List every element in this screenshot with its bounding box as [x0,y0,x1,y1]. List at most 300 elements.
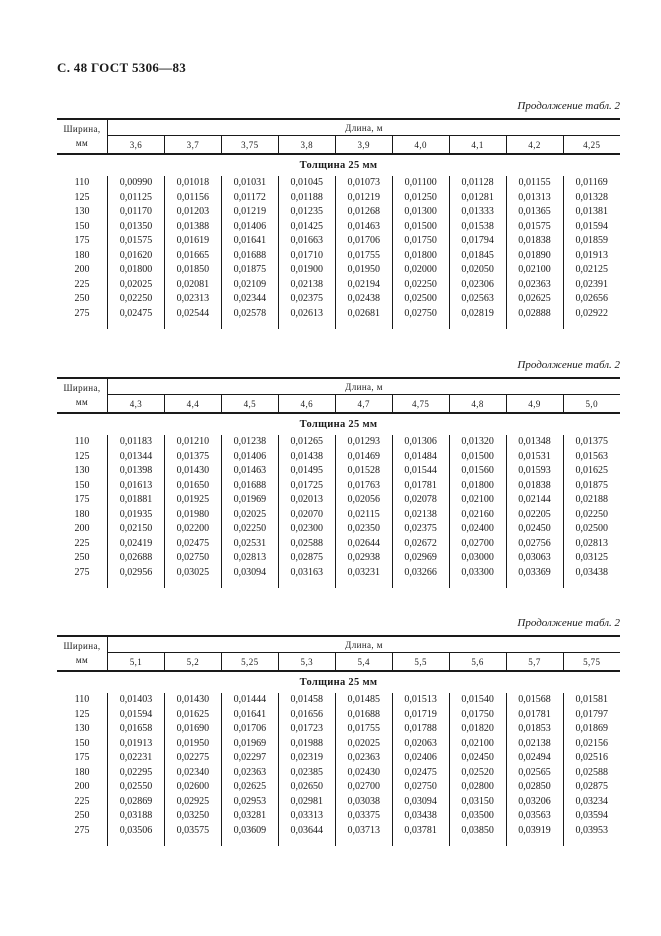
table-row [57,292,620,307]
table-cell: 0,01538 [449,220,506,235]
length-value-header: 5,6 [449,653,506,672]
row-width-value: 130 [74,723,90,734]
table-cell: 0,01706 [335,234,392,249]
table-cell: 0,01463 [221,464,278,479]
table-cell: 0,01950 [164,737,221,752]
table-cell: 0,01853 [506,722,563,737]
table-cell: 0,01950 [335,263,392,278]
table-cell: 0,02875 [563,780,620,795]
table-row [57,450,620,465]
table-cell: 0,02565 [506,766,563,781]
table-cell: 0,01203 [164,205,221,220]
table-cell: 0,01484 [392,450,449,465]
table-row [57,278,620,293]
table-cell: 0,02681 [335,307,392,322]
width-label-line2: мм [75,396,89,407]
rule-tail-cell [108,580,165,588]
length-value-header: 4,0 [392,136,449,155]
table-cell: 0,01723 [278,722,335,737]
table-row [57,795,620,810]
table-cell: 0,02063 [392,737,449,752]
width-label-line2: мм [75,137,89,148]
table-cell: 0,02588 [278,537,335,552]
table-cell: 0,02500 [563,522,620,537]
table-row [57,824,620,839]
table-cell: 0,02100 [506,263,563,278]
length-value-header: 5,1 [108,653,165,672]
table-cell: 0,01875 [563,479,620,494]
width-label-line2: мм [75,654,89,665]
table-head [57,378,620,413]
table-cell: 0,02156 [563,737,620,752]
table-cell: 0,02138 [278,278,335,293]
table-cell: 0,01568 [506,693,563,708]
table-cell: 0,01838 [506,234,563,249]
table-cell: 0,01890 [506,249,563,264]
table-cell: 0,02813 [221,551,278,566]
table-cell: 0,02363 [506,278,563,293]
table-cell: 0,01500 [449,450,506,465]
dimension-table-1 [57,118,620,329]
row-width-value: 180 [74,249,90,261]
table-cell: 0,02363 [221,766,278,781]
row-width-value: 125 [74,708,90,720]
table-row [57,551,620,566]
row-width-value: 250 [74,293,90,304]
rule-tail-cell [563,321,620,329]
table-cell: 0,02625 [221,780,278,795]
table-cell: 0,01444 [221,693,278,708]
rule-tail-cell [449,321,506,329]
rule-tail-spacer [57,580,108,588]
table-cell: 0,03000 [449,551,506,566]
width-column-header [57,378,108,413]
table-row [57,464,620,479]
rule-tail-cell [108,321,165,329]
table-cell: 0,01935 [108,508,165,523]
table-cell: 0,02588 [563,766,620,781]
table-row [57,537,620,552]
table-cell: 0,02430 [335,766,392,781]
table-cell: 0,02400 [449,522,506,537]
table-cell: 0,01219 [221,205,278,220]
table-row [57,722,620,737]
table-cell: 0,01531 [506,450,563,465]
rule-tail-cell [278,838,335,846]
table-cell: 0,02925 [164,795,221,810]
table-cell: 0,03500 [449,809,506,824]
table-cell: 0,02500 [392,292,449,307]
thickness-heading-row [57,413,620,435]
table-row [57,307,620,322]
table-cell: 0,01406 [221,450,278,465]
table-cell: 0,02078 [392,493,449,508]
table-cell: 0,02250 [392,278,449,293]
table-cell: 0,01281 [449,191,506,206]
table-cell: 0,01800 [449,479,506,494]
table-cell: 0,02750 [164,551,221,566]
header-row-top [57,119,620,136]
length-values-row [57,136,620,155]
table-head [57,636,620,671]
table-row [57,479,620,494]
table-cell: 0,02081 [164,278,221,293]
rule-tail-cell [108,838,165,846]
table-cell: 0,02644 [335,537,392,552]
rule-tail-cell [449,580,506,588]
table-cell: 0,01344 [108,450,165,465]
table-cell: 0,01528 [335,464,392,479]
table-cell: 0,01988 [278,737,335,752]
dimension-table-3 [57,635,620,846]
table-cell: 0,01293 [335,435,392,450]
table-cell: 0,01969 [221,737,278,752]
table-cell: 0,01875 [221,263,278,278]
length-value-header: 4,2 [506,136,563,155]
header-row-top [57,636,620,653]
table-cell: 0,02231 [108,751,165,766]
table-cell: 0,03563 [506,809,563,824]
table-cell: 0,03150 [449,795,506,810]
table-row [57,493,620,508]
table-cell: 0,01750 [392,234,449,249]
table-cell: 0,01381 [563,205,620,220]
table-cell: 0,02563 [449,292,506,307]
table-cell: 0,01797 [563,708,620,723]
table-cell: 0,01210 [164,435,221,450]
table-cell: 0,01018 [164,176,221,191]
table-cell: 0,02544 [164,307,221,322]
table-cell: 0,01800 [392,249,449,264]
table-cell: 0,01593 [506,464,563,479]
table-cell: 0,02385 [278,766,335,781]
table-cell: 0,01788 [392,722,449,737]
table-row [57,220,620,235]
table-cell: 0,03438 [563,566,620,581]
table-cell: 0,01859 [563,234,620,249]
table-cell: 0,02188 [563,493,620,508]
rule-tail-cell [278,321,335,329]
dimension-table-2 [57,377,620,588]
table-cell: 0,01706 [221,722,278,737]
row-width-value: 200 [74,523,90,534]
table-cell: 0,01710 [278,249,335,264]
table-continuation-caption: Продолжение табл. 2 [517,100,620,112]
table-cell: 0,01560 [449,464,506,479]
rule-tail-cell [506,321,563,329]
width-label-line1: Ширина, [63,124,101,134]
table-cell: 0,01980 [164,508,221,523]
table-cell: 0,01169 [563,176,620,191]
length-value-header: 4,6 [278,395,335,414]
table-cell: 0,01268 [335,205,392,220]
table-continuation-caption: Продолжение табл. 2 [517,617,620,629]
table-row [57,708,620,723]
table-cell: 0,02300 [278,522,335,537]
header-row-top [57,378,620,395]
table-cell: 0,03300 [449,566,506,581]
table-cell: 0,01170 [108,205,165,220]
length-values-row [57,653,620,672]
table-cell: 0,01575 [506,220,563,235]
rule-tail-cell [563,580,620,588]
table-cell: 0,03644 [278,824,335,839]
table-cell: 0,01641 [221,708,278,723]
table-cell: 0,01406 [221,220,278,235]
table-cell: 0,02800 [449,780,506,795]
table-cell: 0,02600 [164,780,221,795]
table-cell: 0,02125 [563,263,620,278]
table-row [57,766,620,781]
length-value-header: 3,7 [164,136,221,155]
table-cell: 0,02700 [449,537,506,552]
length-value-header: 4,8 [449,395,506,414]
table-cell: 0,01188 [278,191,335,206]
table-row [57,809,620,824]
length-header: Длина, м [108,636,621,653]
table-cell: 0,01800 [108,263,165,278]
table-cell: 0,01850 [164,263,221,278]
table-cell: 0,01375 [164,450,221,465]
rule-tail-cell [164,321,221,329]
row-width-value: 180 [74,508,90,520]
table-cell: 0,02750 [392,780,449,795]
length-value-header: 4,3 [108,395,165,414]
table-cell: 0,01430 [164,693,221,708]
table-body [57,154,620,329]
length-value-header: 3,9 [335,136,392,155]
table-cell: 0,00990 [108,176,165,191]
table-cell: 0,01375 [563,435,620,450]
table-cell: 0,01613 [108,479,165,494]
table-cell: 0,01781 [506,708,563,723]
table-cell: 0,02144 [506,493,563,508]
length-value-header: 4,1 [449,136,506,155]
table-cell: 0,02013 [278,493,335,508]
table-cell: 0,01881 [108,493,165,508]
table-cell: 0,02688 [108,551,165,566]
table-cell: 0,01073 [335,176,392,191]
table-cell: 0,02550 [108,780,165,795]
table-row [57,249,620,264]
spacer [57,329,620,359]
table-cell: 0,01594 [108,708,165,723]
length-value-header: 5,0 [563,395,620,414]
table-cell: 0,02295 [108,766,165,781]
rule-tail-spacer [57,838,108,846]
table-cell: 0,03369 [506,566,563,581]
table-cell: 0,01913 [108,737,165,752]
row-width-value: 175 [74,235,90,246]
table-cell: 0,02922 [563,307,620,322]
table-cell: 0,01781 [392,479,449,494]
table-cell: 0,03125 [563,551,620,566]
table-cell: 0,01688 [221,479,278,494]
table-cell: 0,02419 [108,537,165,552]
table-row [57,508,620,523]
thickness-heading: Толщина 25 мм [299,677,378,688]
table-row [57,234,620,249]
table-cell: 0,02319 [278,751,335,766]
table-cell: 0,02819 [449,307,506,322]
width-label-line1: Ширина, [63,383,101,393]
table-cell: 0,02100 [449,493,506,508]
table-cell: 0,02750 [392,307,449,322]
table-cell: 0,03281 [221,809,278,824]
table-cell: 0,01469 [335,450,392,465]
thickness-heading-row [57,154,620,176]
table-cell: 0,03713 [335,824,392,839]
table-cell: 0,01219 [335,191,392,206]
table-row [57,205,620,220]
row-width-value: 110 [74,177,90,188]
table-cell: 0,01398 [108,464,165,479]
row-width-value: 130 [74,206,90,217]
table-cell: 0,03163 [278,566,335,581]
rule-tail-cell [221,838,278,846]
table-cell: 0,01625 [164,708,221,723]
table-cell: 0,02025 [221,508,278,523]
table-cell: 0,01845 [449,249,506,264]
table-cell: 0,01581 [563,693,620,708]
table-cell: 0,02344 [221,292,278,307]
table-cell: 0,01265 [278,435,335,450]
table-cell: 0,03094 [392,795,449,810]
table-cell: 0,01238 [221,435,278,450]
length-value-header: 5,3 [278,653,335,672]
length-value-header: 4,7 [335,395,392,414]
table-cell: 0,01763 [335,479,392,494]
table-cell: 0,01463 [335,220,392,235]
table-cell: 0,01365 [506,205,563,220]
table-cell: 0,01333 [449,205,506,220]
table-cell: 0,03266 [392,566,449,581]
length-value-header: 3,75 [221,136,278,155]
table-cell: 0,03025 [164,566,221,581]
rule-tail-cell [392,321,449,329]
table-continuation-caption: Продолжение табл. 2 [517,359,620,371]
table-cell: 0,01513 [392,693,449,708]
table-cell: 0,01250 [392,191,449,206]
table-cell: 0,01755 [335,722,392,737]
length-value-header: 5,25 [221,653,278,672]
table-block-2 [57,359,620,588]
table-cell: 0,03206 [506,795,563,810]
width-column-header [57,119,108,154]
table-cell: 0,02520 [449,766,506,781]
page-header: С. 48 ГОСТ 5306—83 [57,60,187,75]
table-cell: 0,01306 [392,435,449,450]
table-cell: 0,02250 [221,522,278,537]
table-cell: 0,01719 [392,708,449,723]
table-cell: 0,01663 [278,234,335,249]
table-cell: 0,02050 [449,263,506,278]
table-cell: 0,03375 [335,809,392,824]
table-cell: 0,01620 [108,249,165,264]
table-cell: 0,01031 [221,176,278,191]
table-cell: 0,02969 [392,551,449,566]
length-value-header: 5,5 [392,653,449,672]
table-cell: 0,01125 [108,191,165,206]
table-cell: 0,02363 [335,751,392,766]
table-cell: 0,02205 [506,508,563,523]
table-cell: 0,01838 [506,479,563,494]
table-body [57,671,620,846]
table-cell: 0,02438 [335,292,392,307]
table-row [57,737,620,752]
table-cell: 0,01388 [164,220,221,235]
table-cell: 0,02956 [108,566,165,581]
table-cell: 0,02625 [506,292,563,307]
table-cell: 0,03038 [335,795,392,810]
length-values-row [57,395,620,414]
table-cell: 0,03781 [392,824,449,839]
row-width-value: 225 [74,537,90,549]
table-cell: 0,02375 [278,292,335,307]
table-block-1 [57,100,620,329]
table-cell: 0,03575 [164,824,221,839]
table-cell: 0,01500 [392,220,449,235]
table-block-3 [57,617,620,846]
table-cell: 0,01403 [108,693,165,708]
length-header: Длина, м [108,119,621,136]
rule-tail-cell [335,838,392,846]
table-cell: 0,03188 [108,809,165,824]
table-cell: 0,01320 [449,435,506,450]
table-cell: 0,01350 [108,220,165,235]
table-cell: 0,01313 [506,191,563,206]
table-row [57,263,620,278]
table-row [57,176,620,191]
table-cell: 0,03850 [449,824,506,839]
length-value-header: 4,9 [506,395,563,414]
table-cell: 0,02025 [108,278,165,293]
length-value-header: 4,5 [221,395,278,414]
rule-tail-cell [164,580,221,588]
table-cell: 0,01794 [449,234,506,249]
table-cell: 0,01485 [335,693,392,708]
table-cell: 0,03609 [221,824,278,839]
table-cell: 0,02406 [392,751,449,766]
table-row [57,751,620,766]
table-cell: 0,01128 [449,176,506,191]
table-row [57,780,620,795]
row-width-value: 175 [74,494,90,505]
table-cell: 0,02194 [335,278,392,293]
table-cell: 0,02025 [335,737,392,752]
table-cell: 0,01688 [335,708,392,723]
width-column-header [57,636,108,671]
table-cell: 0,03250 [164,809,221,824]
table-cell: 0,02875 [278,551,335,566]
table-cell: 0,01425 [278,220,335,235]
table-cell: 0,02953 [221,795,278,810]
table-cell: 0,02056 [335,493,392,508]
table-cell: 0,01100 [392,176,449,191]
row-width-value: 150 [74,479,90,491]
length-header: Длина, м [108,378,621,395]
row-width-value: 275 [74,824,90,836]
table-cell: 0,01235 [278,205,335,220]
rule-tail-spacer [57,321,108,329]
table-cell: 0,03919 [506,824,563,839]
row-width-value: 125 [74,191,90,203]
table-cell: 0,02138 [392,508,449,523]
table-cell: 0,01658 [108,722,165,737]
table-cell: 0,01869 [563,722,620,737]
table-cell: 0,01045 [278,176,335,191]
table-cell: 0,02450 [449,751,506,766]
